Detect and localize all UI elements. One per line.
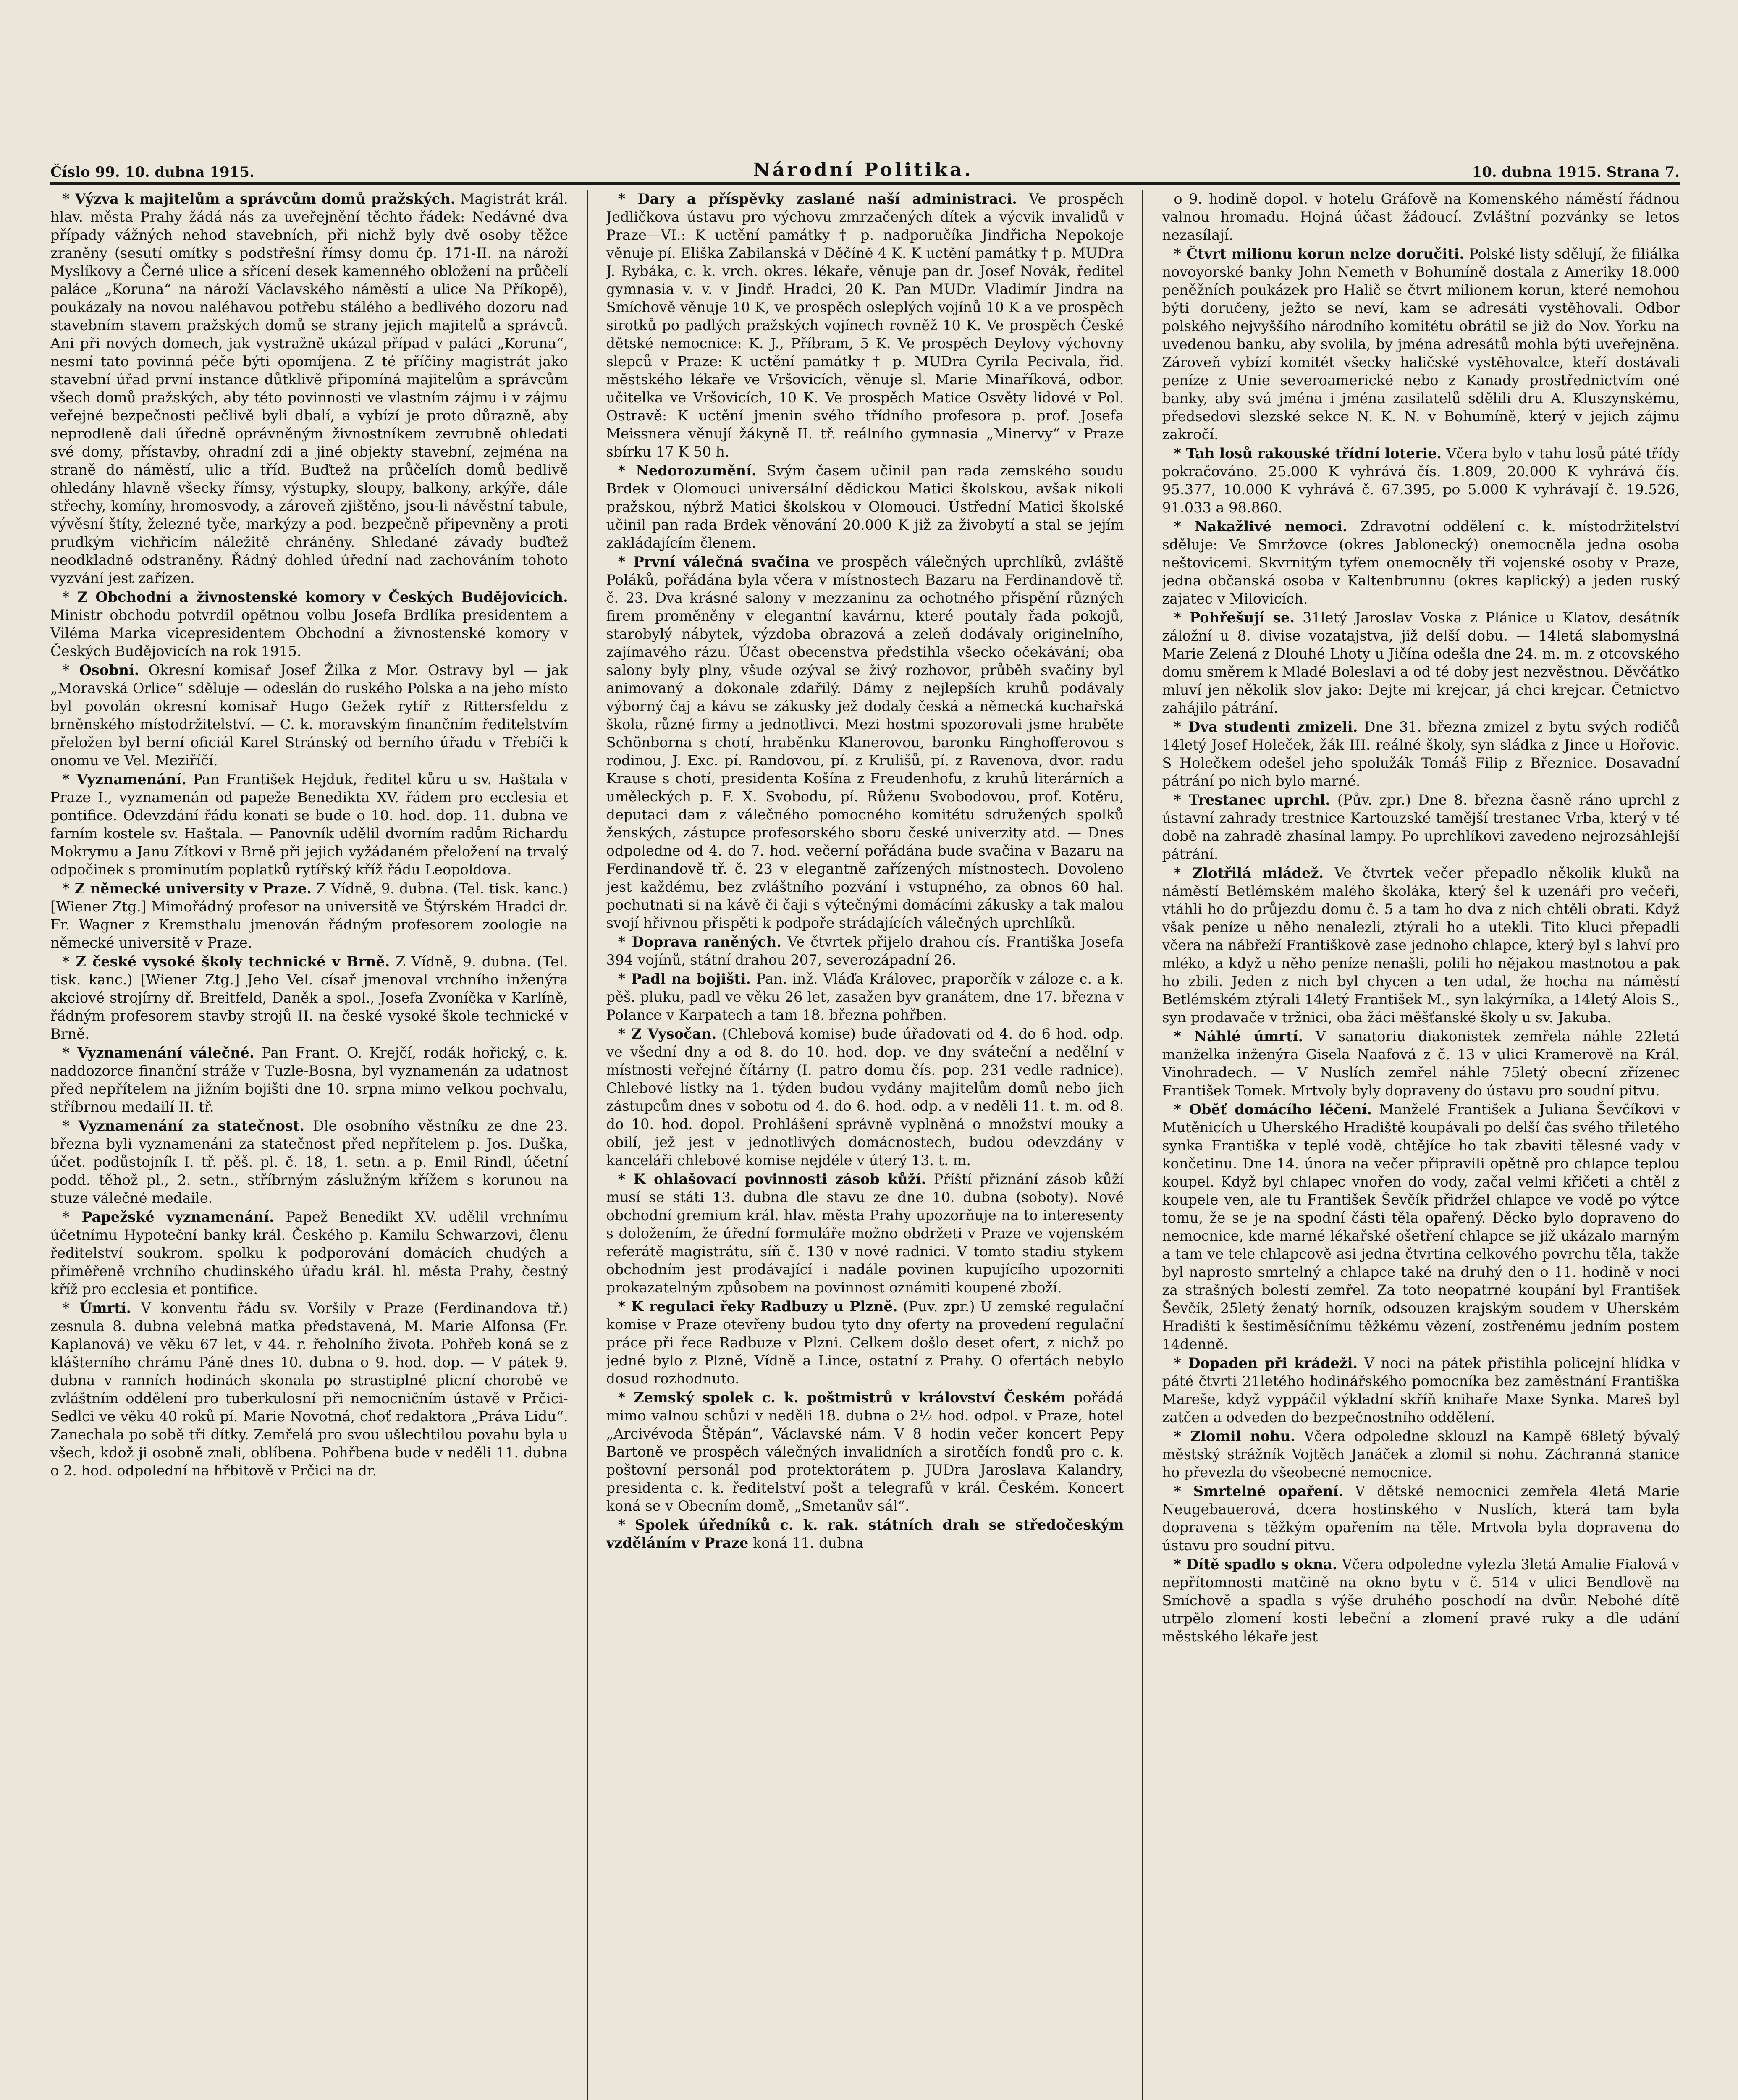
- article-paragraph: [50, 661, 568, 769]
- article-heading: * První válečná svačina: [618, 553, 810, 570]
- article-paragraph: [1162, 1482, 1680, 1554]
- article-heading: * Dítě spadlo s okna.: [1174, 1556, 1337, 1572]
- article-text: 31letý Jaroslav Voska z Plánice u Klatov, desátník záložní u 8. divise vozatajstva, již delší dobu. — 14letá slabomyslná Marie Zelená z Dlouhé Lhoty u Jičína odešla dne 24. m. m. z otcovského domu směrem k Mladé Boleslavi a od té doby jest nezvěstnou. Děvčátko mluví jen několik slov jako: Dejte mi krejcar, já chci krejcar. Četnictvo zahájilo pátrání.: [1162, 609, 1680, 716]
- date-page-info: 10. dubna 1915. Strana 7.: [1472, 164, 1680, 181]
- article-text: V noci na pátek přistihla policejní hlídka v páté čtvrti 21letého hodinářského pomocníka bez zaměstnání Františka Mareše, když vyppáčil výkladní skříň knihaře Maxe Synka. Mareš byl zatčen a odveden do bezpečnostního oddělení.: [1162, 1355, 1680, 1425]
- article-heading: * Z Obchodní a živnostenské komory v Českých Budějovicích.: [62, 588, 568, 605]
- article-paragraph: [50, 1044, 568, 1116]
- article-heading: * Padl na bojišti.: [618, 970, 751, 987]
- article-paragraph: [1162, 791, 1680, 863]
- article-text: (Puv. zpr.) U zemské regulační komise v Praze otevřeny budou tyto dny oferty na provedení regulační práce při řece Radbuze v Plzni. Celkem došlo deset ofert, z nichž po jedné bylo z Plzně, Vídně a Lince, ostatní z Prahy. O ofertách nebylo dosud rozhodnuto.: [606, 1298, 1124, 1387]
- article-text: koná 11. dubna: [753, 1535, 864, 1551]
- article-paragraph: [1162, 245, 1680, 444]
- article-text: Z Vídně, 9. dubna. (Tel. tisk. kanc.) [Wiener Ztg.] Mimořádný profesor na universitě ve Štýrském Hradci dr. Fr. Wagner z Kremsthalu jmenován řádným profesorem zoologie na německé universitě v Praze.: [50, 880, 568, 951]
- article-heading: * K ohlašovací povinnosti zásob kůží.: [618, 1171, 926, 1187]
- article-heading: * Vyznamenání.: [62, 771, 186, 788]
- masthead: Národní Politika.: [753, 159, 973, 181]
- article-text: Magistrát král. hlav. města Prahy žádá nás za uveřejnění těchto řádek: Nedávné dva případy vážných nehod stavebních, při nichž byly dvě osoby těžce zraněny (sesutí omítky s podstřešní římsy domu čp. 171-II. na nároží Myslíkovy a Černé ulice a sřícení desek kamenného obložení na průčelí paláce „Koruna“ na nároží Václavského náměstí a ulice Na Příkopě), poukázaly na novou naléhavou potřebu stálého a bedlivého dozoru nad stavebním stavem pražských domů se strany jejich majitelů a správců. Ani při nových domech, jak vystražně ukázal případ v paláci „Koruna“, nesmí tato povinná péče býti opomíjena. Z té příčiny magistrát jako stavební úřad první instance důtklivě připomíná majitelům a správcům všech domů pražských, aby této povinnosti ve vlastním zájmu i v zájmu veřejné bezpečnosti pečlivě byli dbalí, a vybízí je proto důrazně, aby neprodleně dali úředně oprávněným živnostníkem zevrubně ohledati své domy, přístavby, ohradní zdi a jiné objekty stavební, zejména na straně do náměstí, ulic a tříd. Buďtež na průčelích domů bedlivě ohledány hlavně všecky římsy, výstupky, sloupy, balkony, arkýře, dále střechy, komíny, hromosvody, a zároveň zjištěno, jsou-li návěstní tabule, vývěsní štíty, železné tyče, markýzy a pod. bezpečně připevněny a proti prudkým vichřicím náležitě chráněny. Shledané závady buďtež neodkladně odstraněny. Řádný dohled úřední nad zachováním tohoto vyzvání jest zařízen.: [50, 191, 568, 586]
- article-text: Ministr obchodu potvrdil opětnou volbu Josefa Brdlíka presidentem a Viléma Marka vicepresidentem Obchodní a živnostenské komory v Českých Budějovicích na rok 1915.: [50, 607, 568, 659]
- article-paragraph: [606, 1025, 1124, 1169]
- article-text: Dne 31. března zmizel z bytu svých rodičů 14letý Josef Holeček, žák III. reálné školy, syn sládka z Jince u Hořovic. S Holečkem odešel jeho spolužák Tomáš Filip z Březnice. Dosavadní pátrání po nich bylo marné.: [1162, 719, 1680, 789]
- article-heading: * Doprava raněných.: [618, 933, 782, 950]
- article-heading: * Z české vysoké školy technické v Brně.: [62, 953, 390, 970]
- article-heading: * Nedorozumění.: [618, 462, 757, 479]
- article-text: Svým časem učinil pan rada zemského soudu Brdek v Olomouci universální dědickou Matici školskou, avšak nikoli pražskou, nýbrž Matici školskou v Olomouci. Ústřední Matici školské učinil pan rada Brdek věnování 20.000 K již za živobytí a stal se jejím zakládajícím členem.: [606, 462, 1124, 551]
- columns: [50, 190, 1680, 2100]
- article-text: Okresní komisař Josef Žilka z Mor. Ostravy byl — jak „Moravská Orlice“ sděluje — odeslán do ruského Polska a na jeho místo byl povolán okresní komisař Hugo Gežek rytíř z Rittersfeldu z brněnského místodržitelství. — C. k. moravským finančním ředitelstvím přeložen byl berní oficiál Karel Stránský od berního úřadu v Třebíči k onomu ve Vel. Meziříčí.: [50, 662, 568, 769]
- article-paragraph: [50, 953, 568, 1043]
- article-text: Ve čtvrtek večer přepadlo několik kluků na náměstí Betlémském malého školáka, který šel k uzenáři pro večeři, vtáhli ho do průjezdu domu č. 5 a tam ho dva z nich chtěli obrati. Když však peníze u něho nenalezli, ztýrali ho a utekli. Tito kluci přepadli včera na nábřeží Františkově zase jednoho chlapce, který byl s lahví pro mléko, a když u něho peníze nenašli, polili ho nějakou mastnotou a pak ho zbili. Jeden z nich byl chycen a ten udal, že hocha na náměstí Betlémském ztýrali 14letý František M., syn lakýrníka, a 14letý Alois S., syn prodavače v tržnici, oba žáci měšťanské školy u sv. Jakuba.: [1162, 865, 1680, 1026]
- article-heading: * Výzva k majitelům a správcům domů pražských.: [62, 190, 456, 207]
- article-text: Zdravotní oddělení c. k. místodržitelství sděluje: Ve Smržovce (okres Jablonecký) onemocněla jedna osoba neštovicemi. Skvrnitým tyfem onemocněly tři vojenské osoby v Praze, jedna občanská osoba v Kaltenbrunnu (okres kaplický) a jeden ruský zajatec v Milovicích.: [1162, 518, 1680, 607]
- header-rule: [50, 182, 1680, 185]
- article-heading: * Vyznamenání za statečnost.: [62, 1117, 304, 1134]
- article-paragraph: [606, 190, 1124, 461]
- article-paragraph: [1162, 1027, 1680, 1100]
- article-text: Včera odpoledne vylezla 3letá Amalie Fialová v nepřítomnosti matčině na okno bytu v č. 514 v ulici Bendlově na Smíchově a spadla s výše druhého poschodí na dvůr. Nebohé dítě utrpělo zlomení kosti lebeční a zlomení pravé ruky a dle udání městského lékaře jest: [1162, 1556, 1680, 1645]
- article-text: Z Vídně, 9. dubna. (Tel. tisk. kanc.) [Wiener Ztg.] Jeho Vel. císař jmenoval vrchního inženýra akciové strojírny dř. Breitfeld, Daněk a spol., Josefa Zvoníčka v Karlíně, řádným profesorem stavby strojů II. na české vysoké škole technické v Brně.: [50, 953, 568, 1042]
- article-text: Příští přiznání zásob kůží musí se státi 13. dubna dle stavu ze dne 10. dubna (soboty). Nové obchodní gremium král. hlav. města Prahy upozorňuje na to interesenty s doložením, že úřední formuláře možno obdržeti v Praze ve vojenském referátě magistrátu, síň č. 130 v nové radnici. V tomto stadiu stykem obchodním jest prodávající i nadále povinen kupujícího upozorniti prokazatelným způsobem na povinnost oznámiti koupené zboží.: [606, 1171, 1124, 1296]
- article-heading: * Zlomil nohu.: [1174, 1428, 1295, 1444]
- article-paragraph: [1162, 718, 1680, 790]
- article-paragraph: [50, 770, 568, 879]
- article-text: (Chlebová komise) bude úřadovati od 4. do 6 hod. odp. ve všední dny a od 8. do 10. hod. dop. ve dny sváteční a nedělní v místnosti veřejné čítárny (I. patro domu čís. pop. 231 vedle radnice). Chlebové lístky na 1. týden budou vydány majitelům domů nebo jich zástupcům dnes v sobotu od 4. do 6. hod. odp. a v neděli 11. t. m. od 8. do 10. hod. dopol. Prohlášení správně vyplněná o množství mouky a obilí, jež jest v jednotlivých domácnostech, budou odevzdány v kanceláři chlebové komise nejdéle v úterý 13. t. m.: [606, 1026, 1124, 1168]
- article-paragraph: [606, 1170, 1124, 1297]
- article-paragraph: [606, 1297, 1124, 1388]
- article-text: Včera bylo v tahu losů páté třídy pokračováno. 25.000 K vyhrává čís. 1.809, 20.000 K vyhrává čís. 95.377, 10.000 K vyhrává č. 67.395, po 5.000 K vyhrávají č. 19.526, 91.033 a 98.860.: [1162, 445, 1680, 516]
- article-heading: * Smrtelné opaření.: [1174, 1483, 1344, 1499]
- article-heading: * Dopaden při krádeži.: [1174, 1354, 1358, 1371]
- column-divider: [1142, 190, 1143, 2100]
- article-paragraph: [606, 1516, 1124, 1552]
- article-heading: * Zemský spolek c. k. poštmistrů v království Českém: [618, 1389, 1066, 1406]
- article-paragraph: [1162, 517, 1680, 608]
- article-heading: * Oběť domácího léčení.: [1174, 1101, 1372, 1118]
- article-paragraph: [50, 588, 568, 660]
- article-text: Polské listy sdělují, že filiálka novoyorské banky John Nemeth v Bohumíně dostala z Ameriky 18.000 peněžních poukázek pro Halič se čtvrt milionem korun, které nemohou býti doručeny, ježto se neví, kam se adresáti vystěhovali. Odbor polského nejvyššího národního komitétu obrátil se již do Nov. Yorku na uvedenou banku, aby svolila, by jména adresátů mohla býti uveřejněna. Zároveň vybízí komitét všecky haličské vystěhovalce, kteří dostávali peníze z Unie severoamerické nebo z Kanady prostřednictvím oné banky, aby svá jména i jména zasilatelů sdělili dru A. Kluszynskému, předsedovi slezské sekce N. K. N. v Bohumíně, který v jejich zájmu zakročí.: [1162, 246, 1680, 443]
- article-text: pořádá mimo valnou schůzi v neděli 18. dubna o 2½ hod. odpol. v Praze, hotel „Arcivévoda Štěpán“, Václavské nám. V 8 hodin večer koncert Pepy Bartoně ve prospěch válečných invalidních a sirotčích fondů pro c. k. poštovní personál pod protektorátem p. JUDra Jaroslava Kalandry, presidenta c. k. ředitelství pošt a telegrafů v král. Českém. Koncert koná se v Obecním domě, „Smetanův sál“.: [606, 1389, 1124, 1514]
- article-text: V dětské nemocnici zemřela 4letá Marie Neugebauerová, dcera hostinského v Nuslích, která tam byla dopravena s těžkým opařením na těle. Mrtvola byla dopravena do ústavu pro soudní pitvu.: [1162, 1483, 1680, 1554]
- article-text: Pan Frant. O. Krejčí, rodák hořický, c. k. naddozorce finanční stráže v Tuzle-Bosna, byl vyznamenán za udatnost před nepřítelem na jižním bojišti dne 10. srpna mimo velkou pochvalu, stříbrnou medailí II. tř.: [50, 1045, 568, 1115]
- article-paragraph: [50, 1299, 568, 1480]
- article-paragraph: [50, 879, 568, 952]
- article-heading: * Dary a příspěvky zaslané naší administraci.: [618, 190, 1017, 207]
- column-divider: [587, 190, 588, 2100]
- page-header: [50, 143, 1680, 181]
- article-paragraph: [1162, 609, 1680, 717]
- article-heading: * Papežské vyznamenání.: [62, 1208, 274, 1225]
- article-text: Manželé František a Juliana Ševčíkovi v Mutěnicích u Uherského Hradiště koupávali po delší čas svého třiletého synka Františka v teplé vodě, chtějíce ho tak zbaviti tělesné vady v končetinu. Dne 14. února na večer připravili opětně pro chlapce teplou koupel. Když byl chlapec vnořen do vody, začal velmi křičeti a chtěl z koupele ven, ale tu František Ševčík přidržel chlapce ve vodě po výtce tomu, že se je na spodní části těla opařený. Děcko bylo dopraveno do nemocnice, kde marné lékařské ošetření chlapce se již ukázalo marným a tam ve tele chlapcově asi jedna čtvrtina celkového povrchu těla, takže byl naprosto smrtelný a chlapce také na druhý den o 11. hodině v noci za strašných bolestí zemřel. Za toto neopatrné koupání byl František Ševčík, 25letý ženatý horník, odsouzen krajským soudem v Uherském Hradišti k šestiměsíčnímu těžkému vězení, zostřenému jedním postem 14denně.: [1162, 1101, 1680, 1352]
- column-3: [1162, 190, 1680, 2100]
- article-paragraph: [606, 970, 1124, 1024]
- article-paragraph: [50, 190, 568, 587]
- article-text: Pan. inž. Vláďa Královec, praporčík v záloze c. a k. pěš. pluku, padl ve věku 26 let, zasažen byv granátem, dne 17. března v Polance v Karpatech a tam 18. března pohřben.: [606, 971, 1124, 1023]
- article-text: Ve čtvrtek přijelo drahou cís. Františka Josefa 394 vojínů, státní drahou 207, severozápadní 26.: [606, 934, 1124, 968]
- article-heading: * Trestanec uprchl.: [1174, 791, 1330, 808]
- article-text: V konventu řádu sv. Voršily v Praze (Ferdinandova tř.) zesnula 8. dubna velebná matka představená, M. Marie Alfonsa (Fr. Kaplanová) ve věku 67 let, v 44. r. řeholního života. Pohřeb koná se z klášterního chrámu Páně dnes 10. dubna o 9. hod. dop. — V pátek 9. dubna v ranních hodinách skonala po strastiplné plicní chorobě ve zvláštním oddělení pro tuberkulosní při nemocničním ústavě v Prčici-Sedlci ve věku 40 roků pí. Marie Novotná, choť redaktora „Práva Lidu“. Zanechala po sobě tři dítky. Zemřelá pro svou ušlechtilou povahu byla u všech, kdož ji osobně znali, oblíbena. Pohřbena bude v neděli 11. dubna o 2. hod. odpolední na hřbitově v Prčici na dr.: [50, 1300, 568, 1479]
- article-heading: * K regulaci řeky Radbuzy u Plzně.: [618, 1298, 898, 1315]
- article-paragraph: [606, 1389, 1124, 1515]
- article-text: ve prospěch válečných uprchlíků, zvláště Poláků, pořádána byla včera v místnostech Bazaru na Ferdinandově tř. č. 23. Dva krásné salony v mezzaninu za ochotného přispění různých firem proměněny v elegantní kavárnu, které poutaly řada pokojů, starobylý nábytek, výzdoba obrazová a zeleň dodávaly originelního, zajímavého rázu. Účast obecenstva předstihla všecko očekávání; oba salony byly plny, všude ozýval se živý rozhovor, průběh svačiny byl animovaný a dokonale zdařilý. Dámy z nejlepších kruhů podávaly výborný čaj a kávu se zákusky jež dodaly česká a německá kuchařská škola, různé firmy a jednotlivci. Mezi hostmi spozorovali jsme hraběte Schönborna s chotí, hraběnku Klanerovou, baronku Ringhofferovou s rodinou, J. Exc. pí. Randovou, pí. z Krulišů, pí. z Ravenova, dvor. radu Krause s chotí, presidenta Košína z Freudenhofu, z kruhů literárních a uměleckých p. F. X. Svobodu, pí. Růženu Svobodovou, prof. Kotěru, deputaci dam z válečného pomocného komitétu sdružených spolků ženských, zástupce profesorského sboru české univerzity atd. — Dnes odpoledne od 4. do 7. hod. večerní pořádána bude svačina v Bazaru na Ferdinandově tř. č. 23 v elegantně zařízených místnostech. Dovoleno jest každému, bez zvláštního pozvání i vstupného, za obnos 60 hal. pochutnati si na kávě či čaji s výtečnými domácími zákusky a tak malou svojí hřivnou přispěti k podpoře strádajících válečných uprchlíků.: [606, 554, 1124, 931]
- article-text: Ve prospěch Jedličkova ústavu pro výchovu zmrzačených dítek a výcvik invalidů v Praze—VI.: K uctění památky † p. nadporučíka Jindřicha Nepokoje věnuje pí. Eliška Zabilanská v Děčíně 4 K. K uctění památky † p. MUDra J. Rybáka, c. k. vrch. okres. lékaře, věnuje pan dr. Josef Novák, ředitel gymnasia v. v. v Jindř. Hradci, 20 K. Pan MUDr. Vladimír Jindra na Smíchově věnuje 10 K, ve prospěch osleplých vojínů 10 K a ve prospěch sirotků po padlých pražských vojínech rovněž 10 K. Ve prospěch České dětské nemocnice: K. J., Příbram, 5 K. Ve prospěch Deylovy výchovny slepců v Praze: K uctění památky † p. MUDra Cyrila Pecivala, řid. městského lékaře ve Vršovicích, věnuje sl. Marie Minaříková, odbor. učitelka ve Vršovicích, 10 K. Ve prospěch Matice Osvěty lidové v Pol. Ostravě: K uctění jmenin svého třídního profesora p. prof. Josefa Meissnera věnují žákyně II. tř. reálního gymnasia „Minervy“ v Praze sbírku 17 K 50 h.: [606, 191, 1124, 460]
- article-heading: * Vyznamenání válečné.: [62, 1044, 254, 1061]
- article-heading: * Zlotřilá mládež.: [1174, 864, 1324, 881]
- article-text: Dle osobního věstníku ze dne 23. března byli vyznamenáni za statečnost před nepřítelem p. Jos. Duška, účet. podůstojník I. tř. pěš. pl. č. 18, 1. setn. a p. Emil Rindl, účetní podd. těhož pl., 2. setn., stříbrným záslužným křížem s korunou na stuze válečné medaile.: [50, 1118, 568, 1206]
- article-paragraph: [1162, 864, 1680, 1026]
- article-text: o 9. hodině dopol. v hotelu Gráfově na Komenského náměstí řádnou valnou hromadu. Hojná účast žádoucí. Zvláštní pozvánky se letos nezasílají.: [1162, 191, 1680, 243]
- article-text: Pan František Hejduk, ředitel kůru u sv. Haštala v Praze I., vyznamenán od papeže Benedikta XV. řádem pro ecclesia et pontifice. Odevzdání řádu konati se bude o 10. hod. dop. 11. dubna ve farním kostele sv. Haštala. — Panovník udělil dvorním radům Richardu Mokrymu a Janu Zítkovi v Brně při jejich vyžádaném přeložení na trvalý odpočinek s prominutím poplatků rytířský kříž řádu Leopoldova.: [50, 771, 568, 878]
- issue-info: Číslo 99. 10. dubna 1915.: [50, 164, 254, 181]
- article-paragraph: [1162, 1100, 1680, 1353]
- article-heading: * Nakažlivé nemoci.: [1174, 518, 1347, 535]
- article-heading: * Spolek úředníků c. k. rak. státních drah se středočeským vzděláním v Praze: [606, 1516, 1124, 1551]
- article-paragraph: [1162, 1555, 1680, 1646]
- article-heading: * Dva studenti zmizeli.: [1174, 718, 1358, 735]
- column-1: [50, 190, 568, 2100]
- article-paragraph: [50, 1208, 568, 1298]
- article-heading: * Úmrtí.: [62, 1299, 131, 1316]
- article-paragraph: [606, 462, 1124, 552]
- article-heading: * Tah losů rakouské třídní loterie.: [1174, 445, 1442, 462]
- article-paragraph: [606, 933, 1124, 969]
- article-heading: * Čtvrt milionu korun nelze doručiti.: [1174, 245, 1465, 262]
- article-text: Včera odpoledne sklouzl na Kampě 68letý bývalý městský strážník Vojtěch Janáček a zlomil si nohu. Záchranná stanice ho převezla do všeobecné nemocnice.: [1162, 1428, 1680, 1480]
- article-heading: * Z Vysočan.: [618, 1025, 717, 1042]
- article-paragraph: [1162, 1354, 1680, 1426]
- column-2: [606, 190, 1124, 2100]
- article-text: (Pův. zpr.) Dne 8. března časně ráno uprchl z ústavní zahrady trestnice Kartouzské tamější trestanec Vrba, který v té době na zahradě zhasínal lampy. Po uprchlíkovi zavedeno nejrozsáhlejší pátrání.: [1162, 792, 1680, 862]
- article-paragraph: [606, 553, 1124, 932]
- article-heading: * Náhlé úmrtí.: [1174, 1028, 1303, 1045]
- article-heading: * Pohřešují se.: [1174, 609, 1295, 626]
- article-paragraph: [1162, 1427, 1680, 1481]
- article-paragraph: [1162, 190, 1680, 244]
- article-text: V sanatoriu diakonistek zemřela náhle 22letá manželka inženýra Gisela Naafová z č. 13 v ulici Kramerově na Král. Vinohradech. — V Nuslích zemřel náhle 75letý obecní zřízenec František Tomek. Mrtvoly byly dopraveny do ústavu pro soudní pitvu.: [1162, 1028, 1680, 1099]
- article-text: Papež Benedikt XV. udělil vrchnímu účetnímu Hypoteční banky král. Českého p. Kamilu Schwarzovi, členu ředitelství soukrom. spolku k podporování domácích chudých a přiměřeně vrchního chudinského úřadu král. hl. města Prahy, čestný kříž pro ecclesia et pontifice.: [50, 1209, 568, 1297]
- article-paragraph: [50, 1117, 568, 1207]
- article-paragraph: [1162, 444, 1680, 517]
- article-heading: * Osobní.: [62, 662, 139, 678]
- article-heading: * Z německé university v Praze.: [62, 880, 312, 897]
